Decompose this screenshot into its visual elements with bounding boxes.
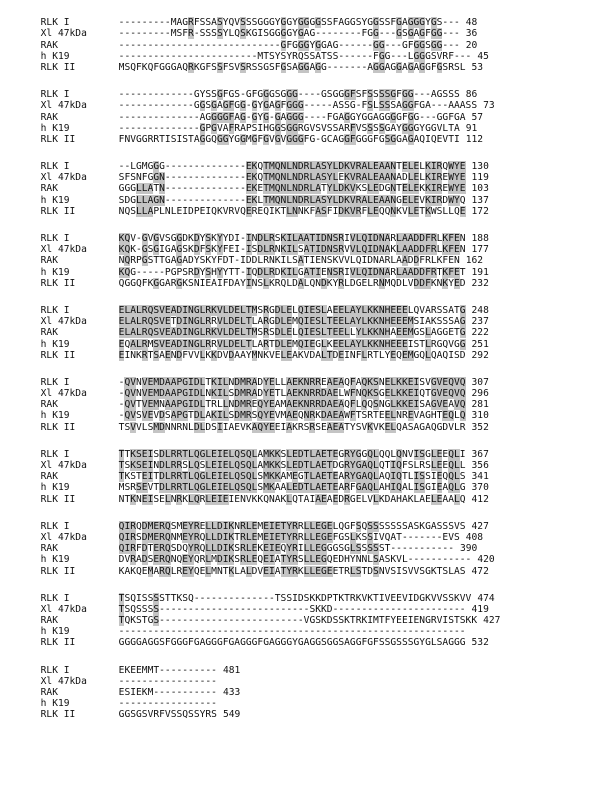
sequence-residues: --LGMGGG--------------EKQTMQNLNDRLASYLDKVRALEAANTELELKIRQWYE [118,161,466,173]
residue-position: 481 [222,664,241,676]
sequence-name: RLK I [40,592,70,604]
sequence-name: h K19 [40,194,70,206]
alignment-block [6,582,594,649]
sequence-residues: ELALRQSVEADINGLRKVLDELTMSRSDLELQIESLTEELLYLKKNHAEEMGSLAGGETG [118,327,466,339]
alignment-block [6,653,594,721]
residue-position: 103 [471,183,489,195]
residue-position: 172 [471,205,489,217]
alignment-block [6,222,594,289]
sequence-name: RLK I [40,376,70,388]
sequence-name: Xl 47kDa [40,675,87,687]
residue-position: 390 [459,543,478,555]
sequence-residues: NTKNEISELNRKLQRLEIEIENVKKQNAKLQTAIAEAEDRGELVLKDAHAKLAELEAALQ [118,493,466,505]
sequence-name: RAK [40,39,58,51]
residue-position: 237 [471,316,489,328]
sequence-name: RAK [40,543,58,555]
sequence-residues: TKSTEITDLRRTLQGLEIELQSQLSMKKAMEGTLAETEARYGAQLAQIQTLISSIEQQLS [118,471,466,483]
alignment-row [6,582,594,604]
sequence-residues: SFSNFGGN--------------EKQTMQNLNDRLASYLEKVRALEAANADLELKIREWYE [118,172,466,184]
sequence-name: RLK II [40,277,76,289]
sequence-name: RAK [40,399,58,411]
sequence-name: RLK I [40,161,70,173]
sequence-residues: ELALRQSVEADINGLRKVLDELTMSRGDLELQIESLAEELAYLKKNHEEELQVARSSATG [118,304,466,316]
sequence-name: RAK [40,111,58,123]
residue-position: 549 [222,709,241,721]
sequence-name: RLK I [40,17,70,29]
residue-position: 73 [483,100,495,112]
sequence-residues: GGSGSVRFVSSQSSYRS [118,709,217,721]
residue-position: 188 [471,233,489,245]
sequence-residues: FNVGGRRTISISTAGGQGGYGGMGFGVGVGGGFG-GCAGGFGGGFGSGGAGAQIQEVTI [118,133,460,145]
alignment-row [6,78,594,101]
alignment-block [6,150,594,217]
residue-position: 433 [222,687,241,699]
residue-position: 307 [471,376,489,388]
sequence-name: RLK I [40,89,70,101]
sequence-name: Xl 47kDa [40,172,87,184]
sequence-name: RLK II [40,709,76,721]
alignment-block [6,78,594,145]
residue-position: 45 [477,50,489,62]
sequence-residues: ----------------- [118,675,217,687]
alignment-row [6,150,594,173]
sequence-name: Xl 47kDa [40,316,87,328]
alignment-block [6,6,594,73]
sequence-name: RLK I [40,233,70,245]
sequence-residues: -QVNVEMDAAPGIDLTKILNDMRADYELLAEKNRREAEAQFAQKSNELKKEISVGVEQVQ [118,376,466,388]
residue-position: 48 [465,17,478,29]
sequence-name: RLK I [40,448,70,460]
residue-position: 427 [483,615,501,627]
residue-position: 427 [471,520,489,532]
residue-position: 420 [477,554,495,566]
sequence-name: h K19 [40,698,70,710]
sequence-residues: TTKSEISDLRRTLQGLEIELQSQLAMKKSLEDTLAETEGRYGGQLQQLQNVISGLEEQLI [118,448,466,460]
sequence-name: h K19 [40,554,70,566]
alignment-row [6,6,594,29]
sequence-residues: TSKSEINDLRRSLQSLEIELQSQLAMKKSLEDTLAETDGRYGAQLQTIQFSLRSLEEQLL [118,460,466,472]
sequence-residues: NQRPGSTTGAGADYSKYFDT-IDDLRNKILSATIENSKVVLQIDNARLAADDFRLKFEN [118,255,460,267]
residue-position: 408 [465,531,484,543]
sequence-name: h K19 [40,50,70,62]
residue-position: 222 [471,327,489,339]
sequence-residues: ----------------------------GFGGGYGGAG------GG---GFGGSGG--- [118,39,460,51]
residue-position: 162 [465,255,484,267]
residue-position: 532 [471,637,489,649]
sequence-residues: -------------GYSSGFGS-GFGGGSGGG----GSGGGFSFSSSSGFGG---AGSSS [118,89,460,101]
residue-position: 419 [471,603,489,615]
sequence-residues: QIRFDTERQSDQYRQLLDIKSRLEKEIEQYRILLEGGGSGLSSSSST----------- [118,543,454,555]
residue-position: 296 [471,388,489,400]
sequence-alignment [6,6,594,725]
alignment-row [6,510,594,532]
residue-position: 91 [465,122,478,134]
sequence-residues: -QVSVEVDSAPGTDLAKILSDMRSQYEVMAEQNRKDAEAWFTSRTEELNREVAGHTEQLQ [118,410,466,422]
alignment-row [6,222,594,245]
sequence-name: RAK [40,255,58,267]
alignment-row [6,438,594,460]
residue-position: 130 [471,161,489,173]
residue-position: 370 [471,482,489,494]
sequence-residues: DVRADSERQNQEYQRLMDIKSRLEQEIATYRSLLEGQEDHYNNLSASKVL----------- [118,554,472,566]
sequence-name: RLK II [40,133,76,145]
sequence-residues: TQKSTGS-------------------------VGSKDSSKTRKIMTFYEEIENGRVISTSKK [118,615,478,627]
alignment-block [6,438,594,505]
sequence-residues: ----------------- [118,698,217,710]
sequence-residues: -QVNVEMDAAPGIDLNKILSDMRADYETLAEKNRRDAELWFNQKSGELKKEIQTGVEQVQ [118,388,466,400]
sequence-name: RAK [40,687,58,699]
sequence-residues: EINKRTSAENDFVVLKKDVDAAYMNKVELEAKVDALTDEINFLRTLYEQEMGQLQAQISD [118,349,466,361]
sequence-name: RLK II [40,205,76,217]
sequence-residues: MSQFKQFGGGAQRKGFSSFSVSRSSGSFGSAGGAGG-------AGGAGGAGAGGFGSRSL [118,61,466,73]
sequence-name: RLK I [40,664,70,676]
sequence-name: RAK [40,183,58,195]
sequence-residues: ------------------------------------------------------------ [118,626,466,638]
residue-position: 474 [477,592,495,604]
sequence-name: h K19 [40,482,70,494]
alignment-block [6,294,594,361]
sequence-residues: -QVTVEMNAAPGIDLTRLLNDMREQYEAMAEKNRRDAEAQFLQQSNGLKKEISAGVEAVQ [118,399,466,411]
residue-position: 352 [471,421,489,433]
sequence-residues: KQV-GVGVSGGDKDYSKYYDI-INDLRSKILAATIDNSRIVLQIDNARLAADDFRLKFEN [118,233,466,245]
sequence-name: Xl 47kDa [40,388,87,400]
sequence-residues: KQG-----PGPSRDYSHYYTT-IQDLRDKILGATIENSRIVLQIDNARLAADDFRTKFET [118,266,466,278]
residue-position: 292 [471,349,489,361]
residue-position: 248 [471,304,489,316]
sequence-residues: --------------GPGVAFRAPSIHGGSGGRGVSVSSARFVSSSSGAYGGGYGGVLTA [118,122,460,134]
residue-position: 119 [471,172,489,184]
sequence-name: h K19 [40,626,70,638]
residue-position: 281 [471,399,489,411]
sequence-residues: TSVVLSMDNNRNLDLDSIIAEVKAQYEEIAKRSRSEAEATYSVKVKELQASAGAQGDVLR [118,421,466,433]
sequence-residues: EQALRMSVEADINGLRRVLDELTLARTDLEMQIEGLKEELAYLKKNHEEEISTLRGQVGG [118,338,466,350]
alignment-row [6,294,594,316]
residue-position: 137 [471,194,489,206]
sequence-name: Xl 47kDa [40,244,87,256]
sequence-name: RAK [40,615,58,627]
sequence-residues: --------------AGGGGFAG-GYG-GAGGG----FGAGGYGGAGGGGFGG---GGFGA [118,111,466,123]
sequence-name: RLK II [40,637,76,649]
sequence-name: RLK I [40,520,70,532]
residue-position: 310 [471,410,489,422]
sequence-residues: QGGQFKGGARGKSNIEAIFDAYINSLKRQLDALQNDKYRLDGELRNMQDLVDDFKNKYED [118,277,466,289]
sequence-name: Xl 47kDa [40,603,87,615]
sequence-residues: MSRSEVTDLRRTLQGLEIELQSQLSMKAALEDTLAETEARFGAQLAHIQALISGIEAQLG [118,482,466,494]
sequence-residues: TSQISSSSTTKSQ--------------TSSIDSKKDPTKTRKVKTIVEEVIDGKVVSSKVV [118,592,472,604]
residue-position: 57 [471,111,484,123]
sequence-residues: GGGLLATN--------------EKETMQNLNDRLATYLDKVKSLEDGNTELEKKIREWYE [118,183,466,195]
alignment-block [6,510,594,577]
sequence-name: RLK II [40,349,76,361]
sequence-residues: KAKQEMARQLREYQELMNTKLALDVEIATYRKLLEGEETRLSTDSNVSISVVSGKTSLAS [118,565,466,577]
sequence-residues: EKEEMMT---------- [118,664,217,676]
sequence-residues: ---------MSFR-SSSSYLQSKGISGGGGYGAG--------FGG---GSGAGFGG--- [118,28,460,40]
sequence-residues: ---------MAGRFSSASYQVSSSGGGYGGYGGGGSSFAGGSYGGSSFGAGGGYGS--- [118,17,460,29]
sequence-name: RLK II [40,421,76,433]
sequence-residues: SDGLLAGN--------------EKLTMQNLNDRLASYLDKVRALEAANGELEVKIRDWYQ [118,194,466,206]
residue-position: 232 [471,277,489,289]
alignment-block [6,366,594,433]
sequence-name: Xl 47kDa [40,460,87,472]
residue-position: 112 [465,133,484,145]
residue-position: 251 [471,338,489,350]
sequence-name: RLK II [40,61,76,73]
sequence-residues: NQSLLAPLNLEIDPEIQKVRVQEREQIKTLNNKFASFIDKVRFLEQQNKVLETKWSLLQE [118,205,466,217]
sequence-name: h K19 [40,338,70,350]
sequence-residues: QIRSDMERQNMEYRQLLDIKTRLEMEIETYRRLLEGEFGSLKSSIVQAT-------EVS [118,531,460,543]
sequence-residues: ESIEKM----------- [118,687,217,699]
sequence-residues: KQK-GSGIGAGSKDFSKYFEI-ISDLRNKILSATIDNSRVVLQIDNAKLAADDFRLKFEN [118,244,466,256]
sequence-name: RAK [40,327,58,339]
sequence-name: Xl 47kDa [40,531,87,543]
sequence-name: RAK [40,471,58,483]
residue-position: 356 [471,460,489,472]
residue-position: 53 [471,61,484,73]
residue-position: 367 [471,448,489,460]
sequence-residues: ------------------------MTSYSYRQSSATSS------FGG---LGGGSVRF--- [118,50,472,62]
alignment-row [6,366,594,388]
sequence-name: Xl 47kDa [40,28,87,40]
sequence-name: RLK II [40,565,76,577]
sequence-name: Xl 47kDa [40,100,87,112]
sequence-residues: GGGGAGGSFGGGFGAGGGFGAGGGFGAGGGYGAGGSGGSAGGFGFSSGSSSGYGLSAGGG [118,637,466,649]
sequence-residues: TSQSSSS--------------------------SKKD----------------------- [118,603,466,615]
residue-position: 412 [471,493,489,505]
residue-position: 191 [471,266,489,278]
residue-position: 177 [471,244,489,256]
sequence-residues: -------------GGSGAGFGG-GYGAGFGGG-----ASSG-FSLSSSAGGFGA---AAASS [118,100,478,112]
residue-position: 86 [465,89,478,101]
sequence-name: h K19 [40,122,70,134]
alignment-row [6,653,594,676]
sequence-residues: ELALRQSVETDINGLRRVLDELTLARGDLEMQIESLTEELAYLKKNHEEEMSIAKSSSAG [118,316,466,328]
sequence-name: h K19 [40,266,70,278]
residue-position: 36 [465,28,478,40]
sequence-name: RLK I [40,304,70,316]
sequence-residues: QIRQDMERQSMEYRELLDIKNRLEMEIETYRRLLEGELQGFSQSSSSSSSASKGASSSVS [118,520,466,532]
sequence-name: h K19 [40,410,70,422]
residue-position: 341 [471,471,489,483]
residue-position: 20 [465,39,478,51]
sequence-name: RLK II [40,493,76,505]
residue-position: 472 [471,565,489,577]
